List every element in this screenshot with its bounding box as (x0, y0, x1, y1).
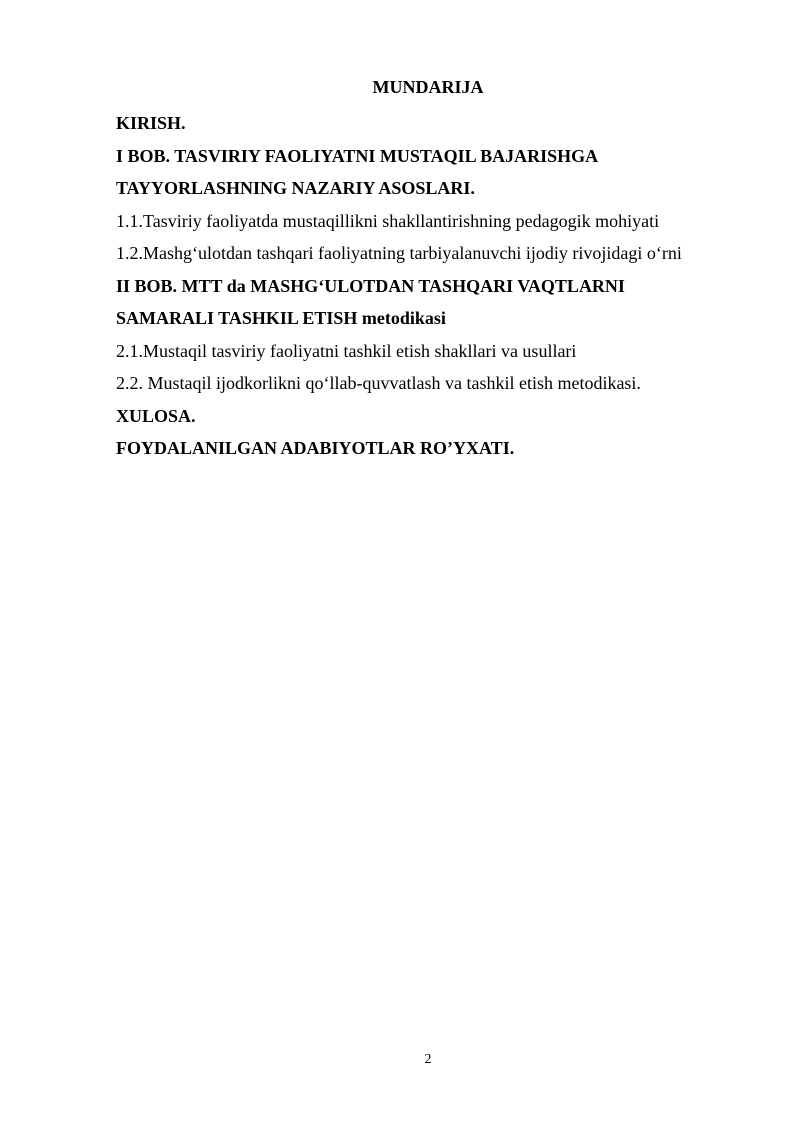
toc-item-kirish: KIRISH. (116, 113, 186, 133)
toc-item-section-2-2: 2.2. Mustaqil ijodkorlikni qo‘llab-quvvatlash va tashkil etish metodikasi. (116, 373, 641, 393)
toc-item-section-1-2: 1.2.Mashg‘ulotdan tashqari faoliyatning tarbiyalanuvchi ijodiy rivojidagi o‘rni (116, 243, 682, 263)
toc-item-references: FOYDALANILGAN ADABIYOTLAR RO’YXATI. (116, 438, 515, 458)
toc-item-xulosa: XULOSA. (116, 405, 196, 426)
toc-item-chapter-2-line-1: II BOB. MTT da MASHG‘ULOTDAN TASHQARI VAQTLARNI (116, 275, 625, 296)
table-of-contents (116, 107, 756, 465)
toc-item-chapter-2-line-2: SAMARALI TASHKIL ETISH metodikasi (116, 308, 446, 328)
toc-item-chapter-1-line-2: TAYYORLASHNING NAZARIY ASOSLARI. (116, 178, 475, 198)
toc-item-section-2-1: 2.1.Mustaqil tasviriy faoliyatni tashkil etish shakllari va usullari (116, 340, 577, 361)
page-title: MUNDARIJA (372, 77, 484, 97)
toc-item-section-1-1: 1.1.Tasviriy faoliyatda mustaqillikni shakllantirishning pedagogik mohiyati (116, 210, 660, 231)
page-number: 2 (424, 1052, 432, 1067)
toc-item-chapter-1-line-1: I BOB. TASVIRIY FAOLIYATNI MUSTAQIL BAJARISHGA (116, 145, 599, 166)
